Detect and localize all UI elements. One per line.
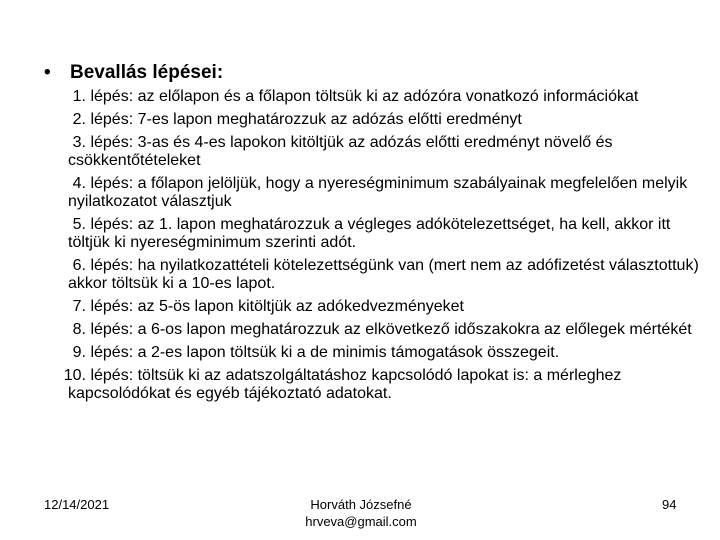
step-number: 9. xyxy=(72,344,86,361)
step-item xyxy=(68,298,708,316)
step-number: 3. xyxy=(72,134,86,151)
step-text: lépés: az 1. lapon meghatározzuk a végleges adókötelezettséget, ha kell, akkor itt töltjük ki nyereségminimum szerinti adót. xyxy=(68,216,671,251)
step-number: 5. xyxy=(72,216,86,233)
step-text: lépés: a főlapon jelöljük, hogy a nyereségminimum szabályainak megfelelően melyik nyilatkozatot választjuk xyxy=(68,175,688,210)
step-number: 8. xyxy=(72,321,86,338)
bullet-icon: • xyxy=(44,62,51,83)
step-number: 10. xyxy=(63,367,86,384)
step-number: 6. xyxy=(72,257,86,274)
author-name: Horváth Józsefné xyxy=(310,497,412,512)
step-number: 4. xyxy=(72,175,86,192)
step-text: lépés: 7-es lapon meghatározzuk az adózás előtti eredményt xyxy=(90,111,522,128)
step-text: lépés: az 5-ös lapon kitöltjük az adókedvezményeket xyxy=(90,298,464,315)
footer-author xyxy=(296,496,426,530)
step-number: 7. xyxy=(72,298,86,315)
step-item xyxy=(68,111,708,129)
step-item xyxy=(68,257,708,293)
step-text: lépés: az előlapon és a főlapon töltsük ki az adózóra vonatkozó információkat xyxy=(90,88,639,105)
step-item xyxy=(68,134,708,170)
heading-text: Bevallás lépései: xyxy=(70,62,224,83)
step-item xyxy=(68,216,708,252)
step-item xyxy=(68,175,708,211)
step-item xyxy=(68,321,708,339)
step-text: lépés: a 6-os lapon meghatározzuk az elkövetkező időszakokra az előlegek mértékét xyxy=(90,321,692,338)
step-text: lépés: 3-as és 4-es lapokon kitöltjük az adózás előtti eredményt növelő és csökkentőtételeket xyxy=(68,134,613,169)
step-text: lépés: töltsük ki az adatszolgáltatáshoz kapcsolódó lapokat is: a mérleghez kapcsolódókat és egyéb tájékoztató adatokat. xyxy=(68,367,622,402)
page-number: 94 xyxy=(662,497,677,512)
footer-date: 12/14/2021 xyxy=(44,497,110,512)
step-text: lépés: a 2-es lapon töltsük ki a de minimis támogatások összegeit. xyxy=(90,344,560,361)
author-email: hrveva@gmail.com xyxy=(305,514,417,529)
step-item xyxy=(68,344,708,362)
step-item xyxy=(68,88,708,106)
step-text: lépés: ha nyilatkozattételi kötelezettségünk van (mert nem az adófizetést választottuk) akkor töltsük ki a 10-es lapot. xyxy=(68,257,699,292)
step-item xyxy=(63,367,708,403)
slide-heading xyxy=(44,62,223,84)
step-number: 1. xyxy=(72,88,86,105)
step-number: 2. xyxy=(72,111,86,128)
steps-list xyxy=(63,88,708,408)
